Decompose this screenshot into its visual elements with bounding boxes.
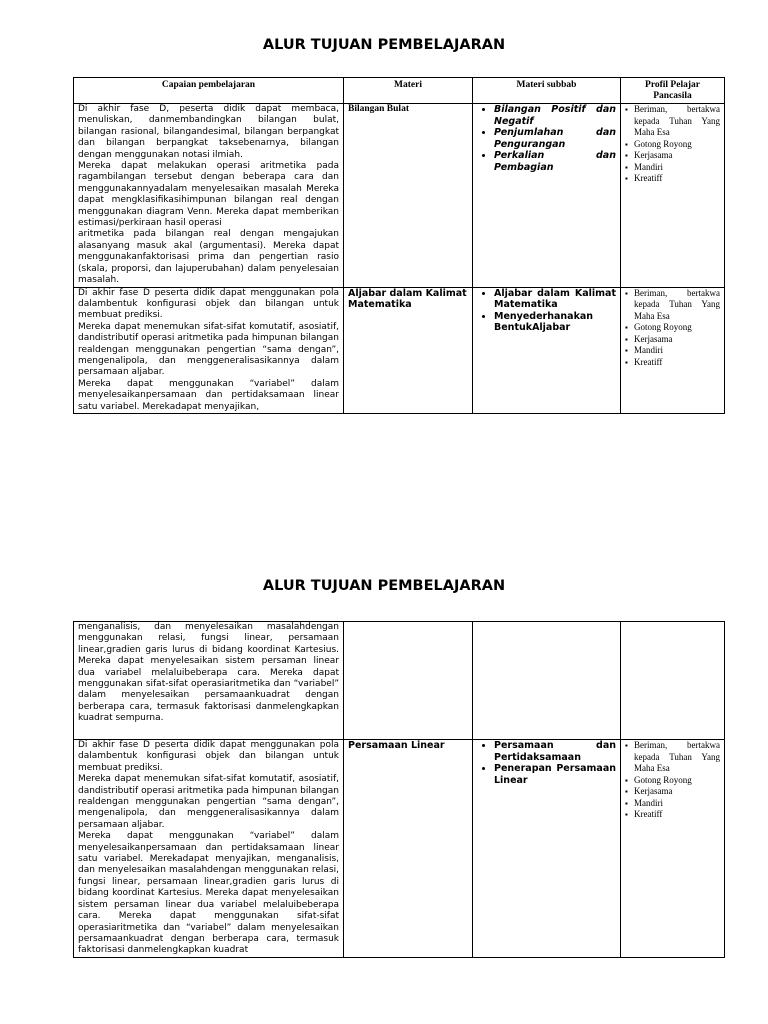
- capaian-paragraph: Di akhir fase D peserta didik dapat menggunakan pola dalambentuk konfigurasi objek dan bilangan untuk membuat prediksi.: [78, 287, 339, 321]
- profil-cell: [621, 622, 725, 740]
- subbab-cell: [473, 287, 621, 413]
- table-row: [74, 104, 725, 288]
- profil-item: ▪ Beriman, bertakwa kepada Tuhan Yang Maha Esa: [634, 288, 720, 323]
- profil-list: [625, 740, 720, 821]
- profil-item: ▪ Kerjasama: [634, 150, 720, 162]
- header-materi: Materi: [344, 78, 473, 104]
- table-row: [74, 287, 725, 413]
- profil-item: ▪ Kreatiff: [634, 173, 720, 185]
- subbab-list: [477, 104, 616, 173]
- header-capaian: Capaian pembelajaran: [74, 78, 344, 104]
- profil-item: ▪ Kreatiff: [634, 357, 720, 369]
- capaian-cell: [74, 740, 344, 958]
- capaian-paragraph: Mereka dapat menemukan sifat-sifat komutatif, asosiatif, dandistributif operasi aritmetika pada himpunan bilangan realdengan menggunakan pengertian “sama dengan”, mengenalipola, dan menggeneralisasikannya dalam persamaan aljabar.: [78, 321, 339, 378]
- materi-label: Aljabar dalam Kalimat Matematika: [348, 287, 467, 310]
- capaian-paragraph: Mereka dapat menemukan sifat-sifat komutatif, asosiatif, dandistributif operasi aritmetika pada himpunan bilangan realdengan menggunakan pengertian “sama dengan”, mengenalipola, dan menggeneralisasikannya dalam persamaan aljabar.: [78, 774, 339, 830]
- learning-objectives-table: [73, 77, 725, 414]
- materi-cell: [344, 622, 473, 740]
- capaian-cell: [74, 104, 344, 288]
- profil-cell: [621, 740, 725, 958]
- capaian-paragraph: menganalisis, dan menyelesaikan masalahdengan menggunakan relasi, fungsi linear, persamaan linear,gradien garis lurus di bidang koordinat Kartesius. Mereka dapat menyelesaikan sistem persaman linear dua variabel melaluibeberapa cara. Mereka dapat menggunakan sifat-sifat operasiaritmetika dan “variabel” dalam menyelesaikan persamaankuadrat dengan berberapa cara, termasuk faktorisasi danmelengkapkan kuadrat sempurna.: [78, 622, 339, 724]
- profil-list: [625, 104, 720, 185]
- subbab-item: • Penerapan Persamaan Linear: [494, 763, 616, 786]
- subbab-cell: [473, 104, 621, 288]
- profil-list: [625, 288, 720, 369]
- subbab-item: • Persamaan dan Pertidaksamaan: [494, 740, 616, 763]
- subbab-item: • Bilangan Positif dan Negatif: [494, 104, 616, 127]
- capaian-paragraph: Mereka dapat melakukan operasi aritmetika pada ragambilangan tersebut dengan beberapa cara dan menggunakannyadalam menyelesaikan masalah Mereka dapat mengklasifikasihimpunan bilangan real dengan menggunakan diagram Venn. Mereka dapat memberikan estimasi/perkiraan hasil operasi: [78, 161, 339, 229]
- subbab-item: • Perkalian dan Pembagian: [494, 150, 616, 173]
- profil-item: ▪ Kerjasama: [634, 786, 720, 798]
- table-row: [74, 740, 725, 958]
- page-title: ALUR TUJUAN PEMBELAJARAN: [262, 37, 506, 53]
- capaian-paragraph: Mereka dapat menggunakan “variabel” dalam menyelesaikanpersamaan dan pertidaksamaan linear satu variabel. Merekadapat menyajikan,: [78, 378, 339, 412]
- capaian-paragraph: Mereka dapat menggunakan “variabel” dalam menyelesaikanpersamaan dan pertidaksamaan linear satu variabel. Merekadapat menyajikan, menganalisis, dan menyelesaikan masalahdengan menggunakan relasi, fungsi linear, persamaan linear,gradien garis lurus di bidang koordinat Kartesius. Mereka dapat menyelesaikan sistem persaman linear dua variabel melaluibeberapa cara. Mereka dapat menggunakan sifat-sifat operasiaritmetika dan “variabel” dalam menyelesaikan persamaankuadrat dengan berberapa cara, termasuk faktorisasi danmelengkapkan kuadrat: [78, 831, 339, 956]
- profil-item: ▪ Beriman, bertakwa kepada Tuhan Yang Maha Esa: [634, 104, 720, 139]
- learning-objectives-table: [73, 621, 725, 958]
- profil-item: ▪ Gotong Royong: [634, 775, 720, 787]
- subbab-item: • Penjumlahan dan Pengurangan: [494, 127, 616, 150]
- header-profil-pancasila: Profil Pelajar Pancasila: [621, 78, 725, 104]
- page-title: ALUR TUJUAN PEMBELAJARAN: [262, 578, 506, 594]
- profil-cell: [621, 104, 725, 288]
- materi-label: Persamaan Linear: [348, 740, 445, 751]
- subbab-list: [477, 288, 616, 334]
- capaian-paragraph: aritmetika pada bilangan real dengan mengajukan alasanyang masuk akal (argumentasi). Mereka dapat menggunakanfaktorisasi prima dan pengertian rasio (skala, proporsi, dan lajuperubahan) dalam penyelesaian masalah.: [78, 229, 339, 286]
- header-materi-subbab: Materi subbab: [473, 78, 621, 104]
- materi-label: Bilangan Bulat: [348, 104, 409, 114]
- profil-item: ▪ Mandiri: [634, 798, 720, 810]
- subbab-cell: [473, 740, 621, 958]
- table-row: [74, 622, 725, 740]
- capaian-cell: [74, 287, 344, 413]
- capaian-cell: [74, 622, 344, 740]
- profil-item: ▪ Beriman, bertakwa kepada Tuhan Yang Maha Esa: [634, 740, 720, 775]
- profil-cell: [621, 287, 725, 413]
- profil-item: ▪ Kerjasama: [634, 334, 720, 346]
- subbab-item: • Aljabar dalam Kalimat Matematika: [494, 288, 616, 311]
- profil-item: ▪ Kreatiff: [634, 809, 720, 821]
- table-header-row: [74, 78, 725, 104]
- subbab-item: • Menyederhanakan BentukAljabar: [494, 311, 616, 334]
- profil-item: ▪ Mandiri: [634, 345, 720, 357]
- profil-item: ▪ Gotong Royong: [634, 139, 720, 151]
- capaian-paragraph: Di akhir fase D, peserta didik dapat membaca, menuliskan, danmembandingkan bilangan bulat, bilangan rasional, bilangandesimal, bilangan berpangkat dan bilangan berpangkat taksebenarnya, bilangan dengan menggunakan notasi ilmiah.: [78, 104, 339, 160]
- subbab-cell: [473, 622, 621, 740]
- profil-item: ▪ Gotong Royong: [634, 322, 720, 334]
- materi-cell: [344, 104, 473, 288]
- subbab-list: [477, 740, 616, 786]
- materi-cell: [344, 740, 473, 958]
- capaian-paragraph: Di akhir fase D peserta didik dapat menggunakan pola dalambentuk konfigurasi objek dan bilangan untuk membuat prediksi.: [78, 740, 339, 773]
- materi-cell: [344, 287, 473, 413]
- profil-item: ▪ Mandiri: [634, 162, 720, 174]
